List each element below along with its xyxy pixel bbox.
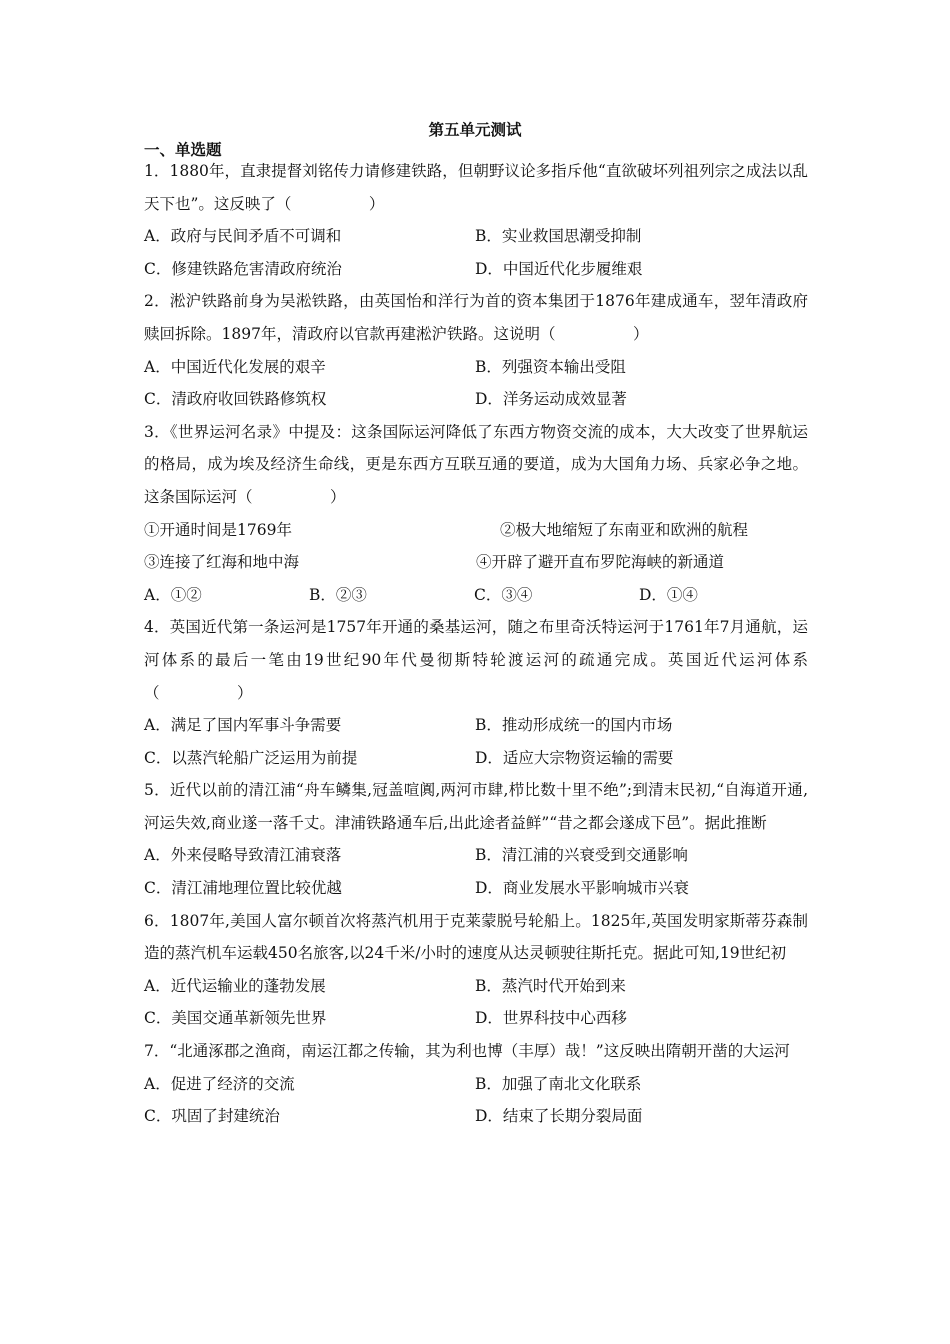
question-stem: 4．英国近代第一条运河是1757年开通的桑基运河，随之布里奇沃特运河于1761年7月通航，运河体系的最后一笔由19世纪90年代曼彻斯特轮渡运河的疏通完成。英国近代运河体系（ ）	[144, 618, 808, 702]
option-row	[144, 383, 808, 416]
option-row	[144, 709, 808, 742]
section-heading: 一、单选题	[144, 141, 222, 159]
question-4	[144, 611, 808, 774]
option-a[interactable]: A．①②	[144, 585, 202, 604]
option-d[interactable]: D．适应大宗物资运输的需要	[475, 748, 674, 767]
option-d[interactable]: D．结束了长期分裂局面	[475, 1107, 643, 1126]
question-2	[144, 285, 808, 415]
question-stem: 3．《世界运河名录》中提及：这条国际运河降低了东西方物资交流的成本，大大改变了世界航运的格局，成为埃及经济生命线，更是东西方互联互通的要道，成为大国角力场、兵家必争之地。这条国际运河（ ）	[144, 422, 808, 506]
statement-2: ②极大地缩短了东南亚和欧洲的航程	[500, 520, 749, 539]
option-row	[144, 220, 808, 253]
option-row	[144, 872, 808, 905]
option-row	[144, 579, 808, 612]
option-d[interactable]: D．洋务运动成效显著	[475, 390, 627, 409]
question-stem: 2．淞沪铁路前身为吴淞铁路，由英国怡和洋行为首的资本集团于1876年建成通车，翌年清政府赎回拆除。1897年，清政府以官款再建淞沪铁路。这说明（ ）	[144, 292, 808, 343]
option-b[interactable]: B．加强了南北文化联系	[475, 1074, 642, 1093]
option-b[interactable]: B．实业救国思潮受抑制	[475, 227, 642, 246]
question-list	[144, 155, 808, 1133]
option-a[interactable]: A．近代运输业的蓬勃发展	[144, 976, 326, 995]
page-title: 第五单元测试	[428, 121, 522, 139]
statement-row	[144, 514, 808, 547]
question-7	[144, 1035, 808, 1133]
option-d[interactable]: D．世界科技中心西移	[475, 1009, 627, 1028]
option-a[interactable]: A．外来侵略导致清江浦衰落	[144, 846, 342, 865]
option-row	[144, 1002, 808, 1035]
option-b[interactable]: B．②③	[309, 585, 367, 604]
question-1	[144, 155, 808, 285]
question-stem: 1．1880年，直隶提督刘铭传力请修建铁路，但朝野议论多指斥他“直欲破坏列祖列宗之成法以乱天下也”。这反映了（ ）	[144, 162, 808, 213]
option-row	[144, 1100, 808, 1133]
option-c[interactable]: C．清政府收回铁路修筑权	[144, 390, 327, 409]
option-row	[144, 742, 808, 775]
statement-1: ①开通时间是1769年	[144, 520, 292, 539]
question-5	[144, 774, 808, 904]
question-stem: 6．1807年,美国人富尔顿首次将蒸汽机用于克莱蒙脱号轮船上。1825年,英国发明家斯蒂芬森制造的蒸汽机车运载450名旅客,以24千米/小时的速度从达灵顿驶往斯托克。据此可知,19世纪初	[144, 911, 808, 963]
option-a[interactable]: A．促进了经济的交流	[144, 1074, 295, 1093]
option-c[interactable]: C．以蒸汽轮船广泛运用为前提	[144, 748, 358, 767]
option-row	[144, 351, 808, 384]
statement-4: ④开辟了避开直布罗陀海峡的新通道	[476, 553, 725, 572]
option-b[interactable]: B．清江浦的兴衰受到交通影响	[475, 846, 688, 865]
option-b[interactable]: B．列强资本输出受阻	[475, 357, 626, 376]
option-b[interactable]: B．蒸汽时代开始到来	[475, 976, 626, 995]
question-stem: 7．“北通涿郡之渔商，南运江都之传输，其为利也博（丰厚）哉！”这反映出隋朝开凿的大运河	[144, 1042, 790, 1061]
option-d[interactable]: D．①④	[639, 585, 698, 604]
option-a[interactable]: A．政府与民间矛盾不可调和	[144, 227, 342, 246]
option-c[interactable]: C．巩固了封建统治	[144, 1107, 280, 1126]
option-c[interactable]: C．③④	[474, 585, 533, 604]
option-a[interactable]: A．满足了国内军事斗争需要	[144, 716, 342, 735]
statement-3: ③连接了红海和地中海	[144, 553, 300, 572]
option-row	[144, 839, 808, 872]
option-row	[144, 1068, 808, 1101]
option-b[interactable]: B．推动形成统一的国内市场	[475, 716, 673, 735]
option-a[interactable]: A．中国近代化发展的艰辛	[144, 357, 326, 376]
option-c[interactable]: C．修建铁路危害清政府统治	[144, 259, 342, 278]
question-3	[144, 416, 808, 612]
option-d[interactable]: D．中国近代化步履维艰	[475, 259, 643, 278]
option-d[interactable]: D．商业发展水平影响城市兴衰	[475, 879, 689, 898]
option-c[interactable]: C．清江浦地理位置比较优越	[144, 879, 342, 898]
question-stem: 5．近代以前的清江浦“舟车鳞集,冠盖喧阗,两河市肆,栉比数十里不绝”;到清末民初,“自海道开通,河运失效,商业遂一落千丈。津浦铁路通车后,出此途者益鲜”“昔之都会遂成下邑”。据此推断	[144, 781, 808, 832]
option-row	[144, 253, 808, 286]
option-row	[144, 970, 808, 1003]
option-c[interactable]: C．美国交通革新领先世界	[144, 1009, 327, 1028]
question-6	[144, 905, 808, 1035]
statement-row	[144, 546, 808, 579]
